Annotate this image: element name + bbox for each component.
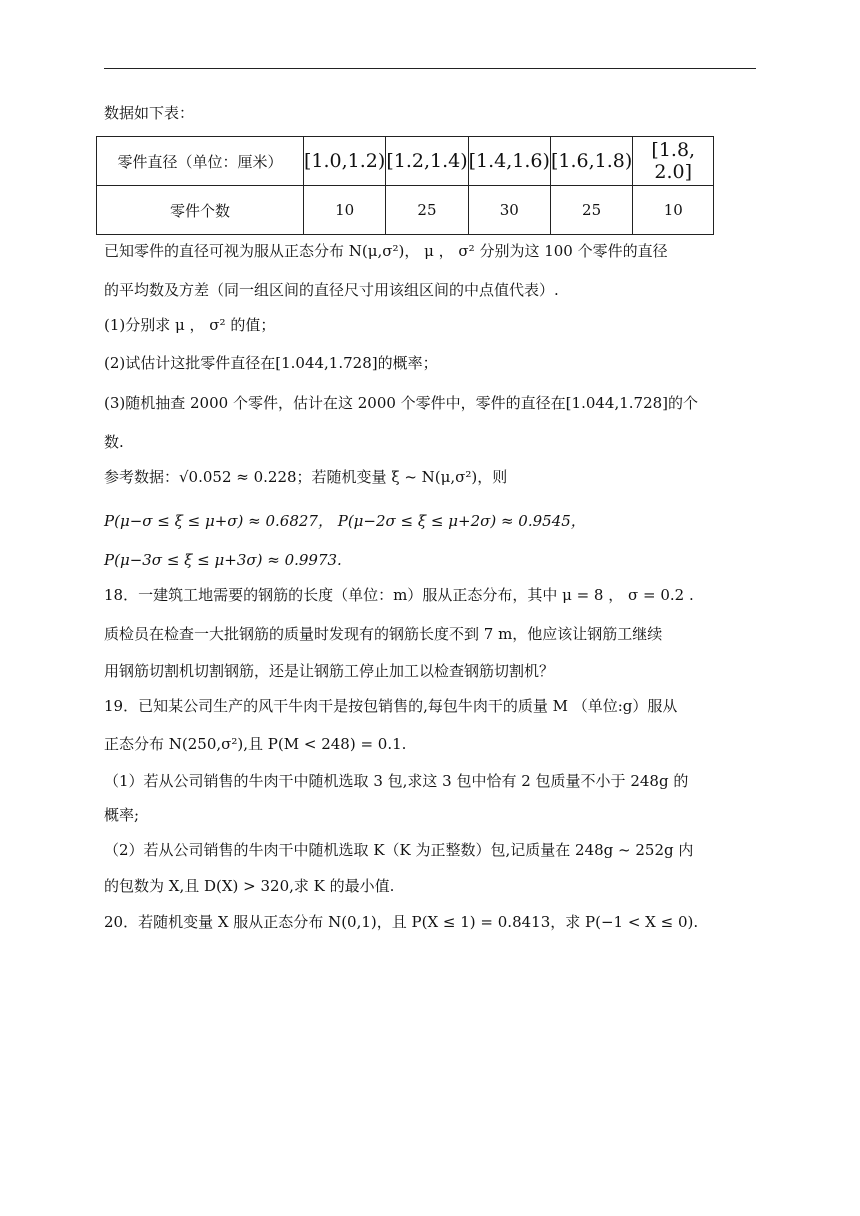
- interval-cell: [1.0,1.2): [304, 137, 386, 186]
- p17-line1: 已知零件的直径可视为服从正态分布 N(μ,σ²)， μ ， σ² 分别为这 100 个零件的直径: [104, 242, 668, 260]
- p17-question-2: (2)试估计这批零件直径在[1.044,1.728]的概率；: [104, 354, 438, 372]
- p17-question-3b: 数.: [104, 433, 124, 451]
- p17-line2: 的平均数及方差（同一组区间的直径尺寸用该组区间的中点值代表）.: [104, 281, 559, 299]
- p17-question-3a: (3)随机抽查 2000 个零件，估计在这 2000 个零件中，零件的直径在[1.044,1.728]的个: [104, 394, 699, 412]
- count-cell: 25: [386, 186, 468, 235]
- diameter-table: [96, 136, 714, 235]
- count-cell: 10: [304, 186, 386, 235]
- p19-line1: 19．已知某公司生产的风干牛肉干是按包销售的,每包牛肉干的质量 M （单位:g）服从: [104, 697, 678, 715]
- count-cell: 30: [468, 186, 550, 235]
- p18-line3: 用钢筋切割机切割钢筋，还是让钢筋工停止加工以检查钢筋切割机？: [104, 662, 555, 680]
- table-row: [97, 186, 714, 235]
- interval-cell: [1.2,1.4): [386, 137, 468, 186]
- p20-line1: 20．若随机变量 X 服从正态分布 N(0,1)，且 P(X ≤ 1) = 0.8413，求 P(−1 < X ≤ 0).: [104, 913, 699, 931]
- p19-question-1a: （1）若从公司销售的牛肉干中随机选取 3 包,求这 3 包中恰有 2 包质量不小于 248g 的: [104, 772, 689, 790]
- interval-cell: [1.6,1.8): [550, 137, 632, 186]
- p19-line2: 正态分布 N(250,σ²),且 P(M < 248) = 0.1.: [104, 735, 407, 753]
- p19-question-1b: 概率;: [104, 806, 140, 824]
- p17-reference-1: 参考数据：√0.052 ≈ 0.228；若随机变量 ξ ~ N(μ,σ²)，则: [104, 468, 508, 486]
- table-row: [97, 137, 714, 186]
- count-cell: 10: [633, 186, 714, 235]
- interval-cell: [1.8, 2.0]: [633, 137, 714, 186]
- header-rule: [104, 68, 756, 69]
- count-cell: 25: [550, 186, 632, 235]
- p17-question-1: (1)分别求 μ ， σ² 的值；: [104, 316, 276, 334]
- p19-question-2b: 的包数为 X,且 D(X) > 320,求 K 的最小值.: [104, 877, 395, 895]
- row-header-count: 零件个数: [97, 186, 304, 235]
- p18-line2: 质检员在检查一大批钢筋的质量时发现有的钢筋长度不到 7 m，他应该让钢筋工继续: [104, 625, 663, 643]
- p17-reference-3: P(μ−3σ ≤ ξ ≤ μ+3σ) ≈ 0.9973.: [104, 551, 342, 569]
- interval-cell: [1.4,1.6): [468, 137, 550, 186]
- intro-text: 数据如下表：: [104, 104, 195, 122]
- p19-question-2a: （2）若从公司销售的牛肉干中随机选取 K（K 为正整数）包,记质量在 248g ~ 252g 内: [104, 841, 694, 859]
- p18-line1: 18．一建筑工地需要的钢筋的长度（单位：m）服从正态分布，其中 μ = 8 ， σ = 0.2 .: [104, 586, 694, 604]
- row-header-diameter: 零件直径（单位：厘米）: [97, 137, 304, 186]
- p17-reference-2: P(μ−σ ≤ ξ ≤ μ+σ) ≈ 0.6827， P(μ−2σ ≤ ξ ≤ μ+2σ) ≈ 0.9545，: [104, 512, 586, 530]
